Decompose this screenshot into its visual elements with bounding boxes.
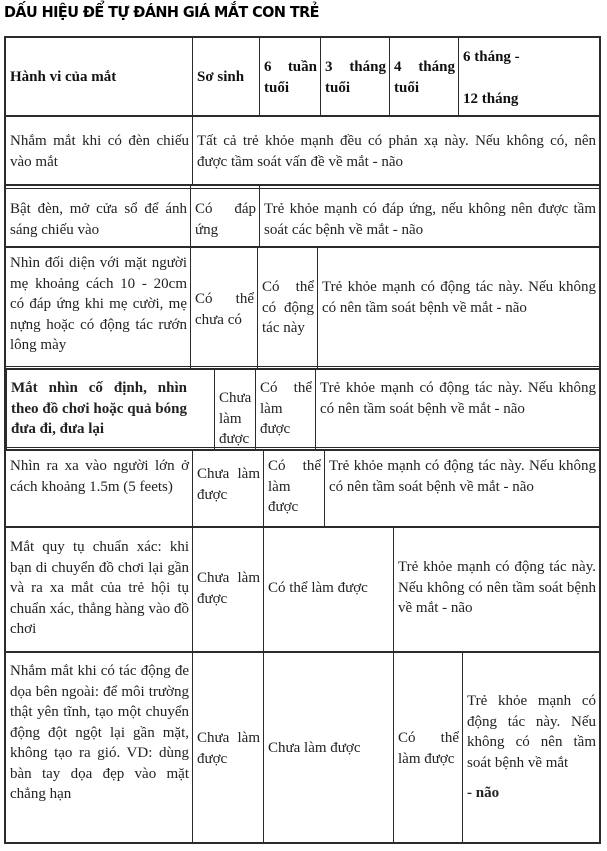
row-6-later: Trẻ khỏe mạnh có động tác này. Nếu không có nên tầm soát bệnh về mắt - não [398, 559, 596, 616]
row-3-later: Trẻ khỏe mạnh có động tác này. Nếu không có nên tầm soát bệnh về mắt - não [322, 279, 596, 316]
row-7-behavior: Nhắm mắt khi có tác động đe dọa bên ngoài: để môi trường thật yên tĩnh, tạo một chuyển động đột ngột lại gần mặt, không tạo ra gió. VD: dùng bàn tay dọa đẹp vào mặt chẳng hạn [10, 663, 189, 802]
row-divider [4, 184, 601, 186]
header-newborn: Sơ sinh [197, 69, 245, 85]
row-3-6-weeks: Có thể có động tác này [262, 279, 314, 336]
row-5-6-weeks: Có thể làm được [268, 458, 321, 515]
table-border [599, 36, 601, 844]
row-5-behavior: Nhìn ra xa vào người lớn ở cách khoảng 1.5m (5 feets) [10, 458, 189, 495]
row-2-newborn: Có đáp ứng [195, 201, 256, 238]
row-6-6-weeks: Có thể làm được [268, 580, 368, 596]
row-2-behavior: Bật đèn, mở cửa sổ để ánh sáng chiếu vào [10, 201, 187, 238]
table-border [4, 36, 601, 38]
row-4-newborn: Chưa làm được [219, 390, 252, 447]
row-4-6-weeks: Có thể làm được [260, 380, 312, 437]
row-divider [4, 188, 601, 189]
row-1-all-ages: Tất cả trẻ khỏe mạnh đều có phản xạ này. Nếu không có, nên được tầm soát vấn đề về mắt - não [197, 133, 596, 170]
table-border [4, 842, 601, 844]
row-1-behavior: Nhắm mắt khi có đèn chiếu vào mắt [10, 133, 189, 170]
row-divider [4, 246, 601, 248]
header-behavior: Hành vi của mắt [10, 69, 117, 85]
row-6-behavior: Mắt quy tụ chuẩn xác: khi bạn di chuyển đồ chơi lại gần và ra xa mắt của trẻ hội tụ chuẩn xác, thẳng hàng vào đồ chơi [10, 539, 189, 637]
header-6-12-months-end: 12 tháng [463, 91, 519, 107]
row-4-later: Trẻ khỏe mạnh có động tác này. Nếu không có nên tầm soát bệnh về mắt - não [320, 380, 596, 417]
header-3-months: 3 tháng tuổi [325, 59, 386, 96]
row-divider [4, 368, 601, 370]
row-5-later: Trẻ khỏe mạnh có động tác này. Nếu không có nên tầm soát bệnh về mắt - não [329, 458, 596, 495]
header-6-12-months-start: 6 tháng - [463, 49, 520, 65]
row-divider [4, 651, 601, 653]
row-4-behavior: Mắt nhìn cố định, nhìn theo đồ chơi hoặc quả bóng đưa đi, đưa lại [11, 380, 187, 437]
row-2-later: Trẻ khỏe mạnh có đáp ứng, nếu không nên được tầm soát các bệnh về mắt - não [264, 201, 596, 238]
row-7-later-tail: - não [467, 785, 500, 801]
row-7-newborn: Chưa làm được [197, 730, 260, 767]
row-3-newborn: Có thể chưa có [195, 291, 254, 328]
page-title: DẤU HIỆU ĐỂ TỰ ĐÁNH GIÁ MẮT CON TRẺ [4, 3, 319, 21]
row-divider [4, 447, 601, 448]
row-7-later: Trẻ khỏe mạnh có động tác này. Nếu không có nên tầm soát bệnh về mắt [467, 693, 596, 771]
row-7-3-months: Có thể làm được [398, 730, 459, 767]
row-divider [4, 115, 601, 117]
header-6-weeks: 6 tuần tuổi [264, 59, 317, 96]
row-5-newborn: Chưa làm được [197, 466, 260, 503]
row-divider [4, 449, 601, 451]
row-3-behavior: Nhìn đối diện với mặt người mẹ khoảng cách 10 - 20cm có đáp ứng khi mẹ cười, mẹ nựng hoặc có động tác rướn lông mày [10, 255, 187, 353]
row-7-6-weeks: Chưa làm được [268, 740, 361, 756]
row-divider [4, 366, 601, 367]
header-4-months: 4 tháng tuổi [394, 59, 455, 96]
row-6-newborn: Chưa làm được [197, 570, 260, 607]
row-divider [4, 526, 601, 528]
